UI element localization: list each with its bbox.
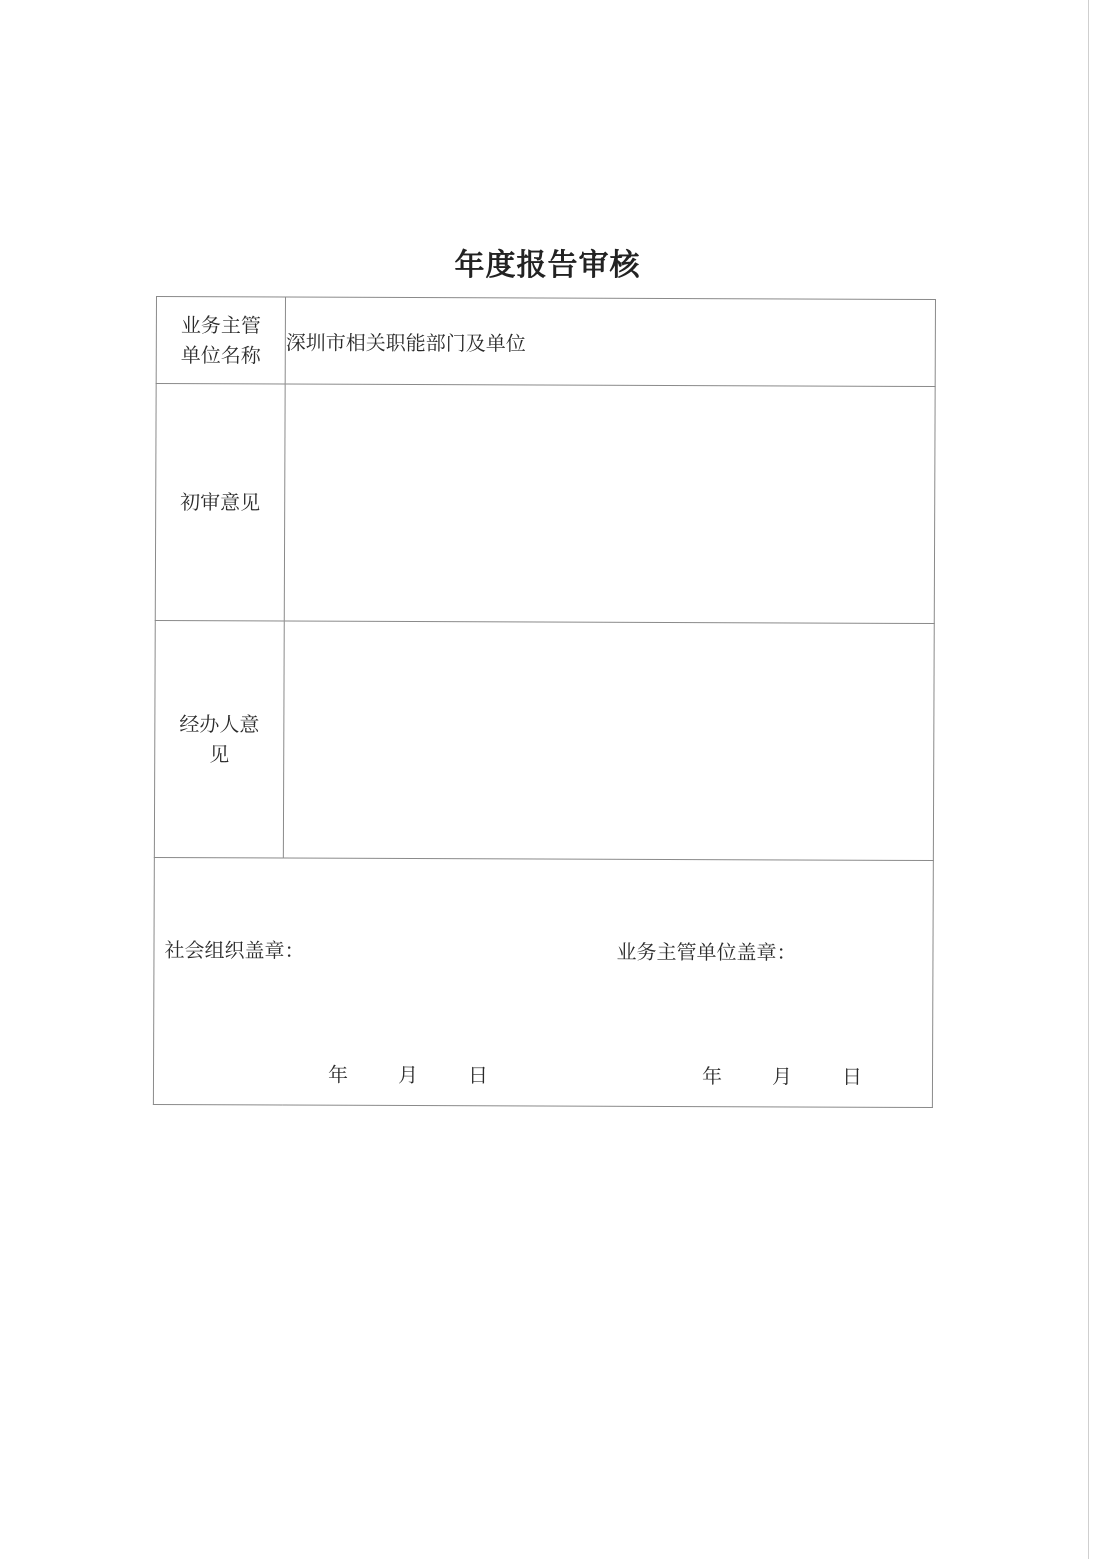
date-day-label: 日	[467, 1063, 489, 1088]
initial-review-label: 初审意见	[155, 384, 285, 621]
handler-opinion-label-line1: 经办人意	[179, 712, 260, 737]
date-day-label: 日	[841, 1064, 863, 1089]
seal-cell	[153, 857, 933, 1107]
initial-review-field[interactable]	[284, 384, 935, 623]
page-title: 年度报告审核	[454, 248, 641, 283]
date-year-label: 年	[327, 1062, 349, 1087]
supervisor-label-line1: 业务主管	[180, 313, 261, 338]
supervisor-row	[156, 297, 935, 387]
handler-opinion-label	[154, 620, 284, 857]
supervisor-label-line2: 单位名称	[180, 343, 261, 368]
date-month-label: 月	[397, 1062, 419, 1088]
handler-opinion-field[interactable]	[283, 621, 934, 860]
supervisor-label	[156, 297, 285, 384]
supervisor-value[interactable]: 深圳市相关职能部门及单位	[285, 297, 935, 386]
date-year-label: 年	[701, 1064, 723, 1089]
handler-opinion-label-line2: 见	[209, 742, 230, 767]
social-org-seal-label: 社会组织盖章：	[164, 938, 305, 963]
annual-report-review-table	[153, 296, 936, 1108]
scan-edge-line	[1088, 0, 1089, 1559]
date-month-label: 月	[771, 1064, 793, 1089]
seal-row	[153, 857, 933, 1107]
supervisor-seal-label: 业务主管单位盖章：	[616, 939, 797, 965]
initial-review-row	[155, 384, 935, 624]
handler-opinion-row	[154, 620, 934, 860]
